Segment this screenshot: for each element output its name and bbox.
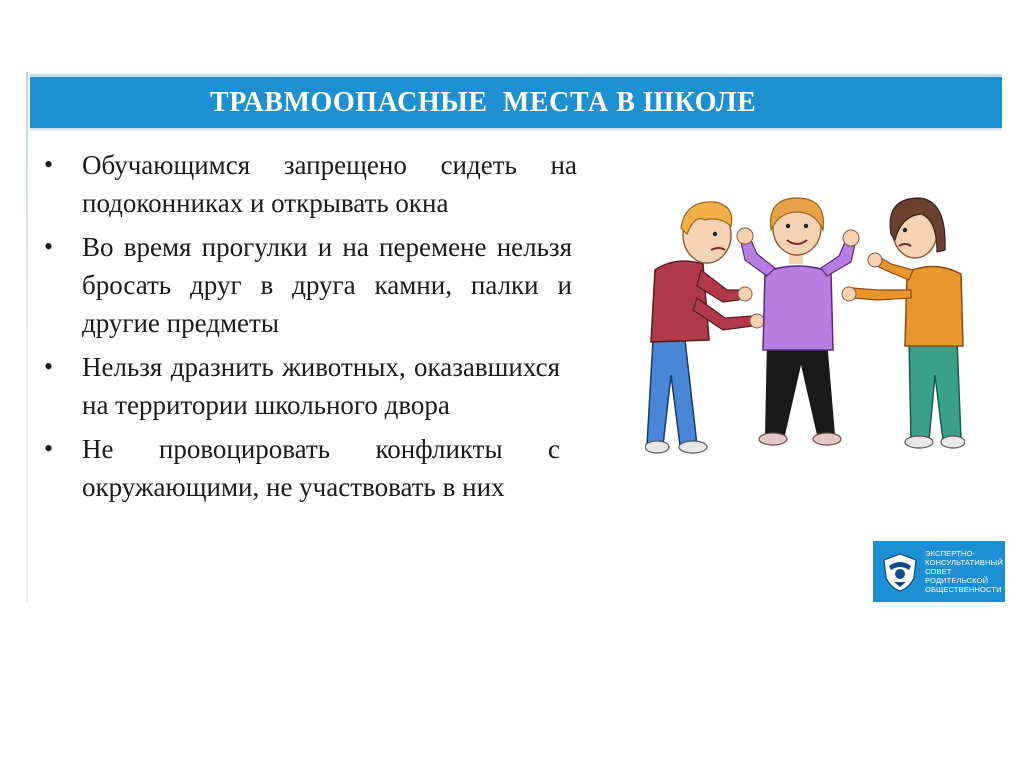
title-shadow (30, 128, 1002, 132)
slide-title: ТРАВМООПАСНЫЕ МЕСТА В ШКОЛЕ (210, 87, 757, 118)
bullet-item (44, 228, 572, 342)
logo-line: КОНСУЛЬТАТИВНЫЙ (925, 558, 1003, 567)
bullet-dot: • (44, 434, 54, 463)
bullet-text: Во время прогулки и на перемене нельзя бросать друг в друга камни, палки и другие предметы (82, 232, 572, 338)
bullet-item (44, 430, 560, 506)
bullet-text: Обучающимся запрещено сидеть на подоконниках и открывать окна (82, 150, 577, 218)
bullet-item (44, 348, 560, 424)
bullet-text: Нельзя дразнить животных, оказавшихся на территории школьного двора (82, 352, 560, 420)
bullet-dot: • (44, 150, 54, 179)
left-divider (26, 72, 28, 602)
bullet-text: Не провоцировать конфликты с окружающими, не участвовать в них (82, 434, 560, 502)
bullet-dot: • (44, 232, 54, 261)
bullet-item (44, 146, 577, 222)
council-logo (873, 541, 1005, 602)
logo-line: ОБЩЕСТВЕННОСТИ (925, 585, 1002, 594)
logo-text (925, 549, 1003, 594)
bullet-list (44, 146, 577, 512)
children-illustration (645, 190, 965, 460)
title-bar (30, 74, 1002, 128)
bullet-dot: • (44, 352, 54, 381)
logo-line: СОВЕТ (925, 567, 952, 576)
logo-line: ЭКСПЕРТНО- (925, 549, 976, 558)
right-girl-figure (842, 198, 965, 448)
logo-line: РОДИТЕЛЬСКОЙ (925, 576, 989, 585)
shield-eagle-emblem-icon (881, 552, 919, 592)
